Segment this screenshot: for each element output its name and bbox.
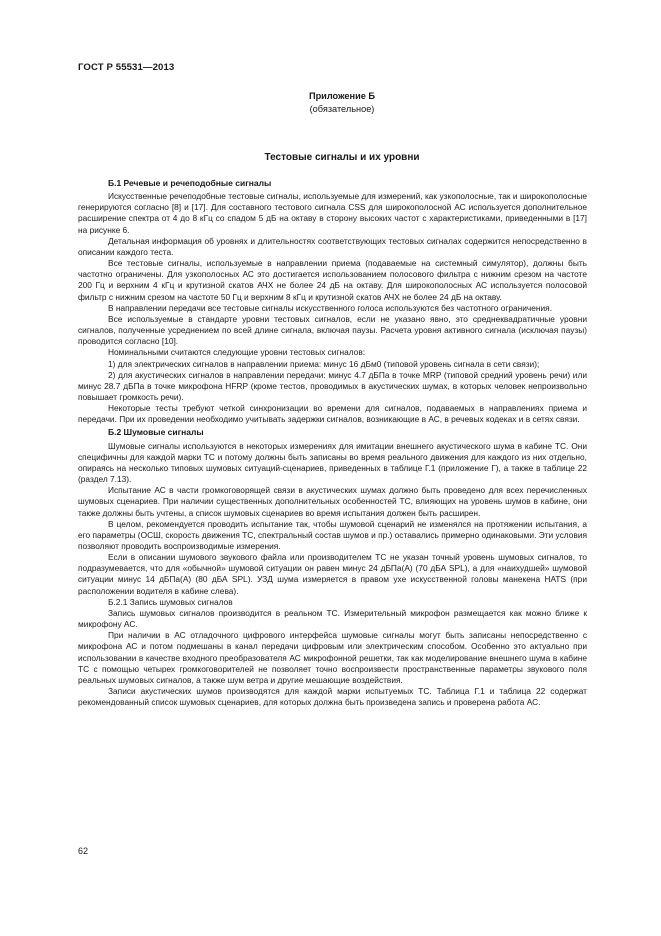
paragraph: Все тестовые сигналы, используемые в направлении приема (подаваемые на системный симулятор), должны быть частотно ограничены. Для узкополосных АС это достигается использованием полосового фильтра с нижним срезом на частоте 200 Гц и верхним 4 кГц и крутизной скатов АЧХ не более 24 дБ на октаву. Для широкополосных АС используется полосовой фильтр с нижним срезом на частоте 50 Гц и верхним 8 кГц и крутизной скатов АЧХ не более 24 дБ на октаву. [78,258,587,302]
paragraph: В направлении передачи все тестовые сигналы искусственного голоса используются без частотного ограничения. [108,302,553,313]
subsection-heading: Б.2.1 Запись шумовых сигналов [108,596,233,607]
paragraph: Детальная информация об уровнях и длительностях соответствующих тестовых сигналах содержится непосредственно в описании каждого теста. [78,235,587,257]
paragraph: Некоторые тесты требуют четкой синхронизации во времени для сигналов, подаваемых в направлениях приема и передачи. При их проведении необходимо учитывать задержки сигналов, возникающие в АС, в речевых кодеках и в сетях связи. [78,403,587,425]
list-item: 2) для акустических сигналов в направлении передачи: минус 4.7 дБПа в точке MRP (типовой средний уровень речи) или минус 28.7 дБПа в точке микрофона HFRP (кроме тестов, проводимых в акустических шумах, в которых человек непроизвольно повышает громкость речи). [78,369,587,402]
document-body [78,176,587,708]
paragraph: Записи акустических шумов производятся для каждой марки испытуемых ТС. Таблица Г.1 и таблица 22 содержат рекомендованный список шумовых сценариев, для которых должна быть произведена запись и проверена работа АС. [78,686,587,708]
document-header: ГОСТ Р 55531—2013 [78,62,175,73]
paragraph: Все используемые в стандарте уровни тестовых сигналов, если не указано явно, это среднеквадратичные уровни сигналов, полученные усреднением по всей длине сигнала, включая паузы. Расчета уровня активного сигнала (исключая паузы) проводится согласно [10]. [78,313,587,347]
paragraph: Номинальными считаются следующие уровни тестовых сигналов: [108,347,366,358]
section-heading: Б.2 Шумовые сигналы [108,427,204,438]
paragraph: Испытание АС в части громкоговорящей связи в акустических шумах должно быть проведено для всех перечисленных шумовых сценариев. При наличии существенных дополнительных особенностей ТС, влияющих на уровень шумов в кабине, они также должны быть учтены, а список шумовых сценариев во время испытания должен быть расширен. [78,485,587,518]
paragraph: При наличии в АС отладочного цифрового интерфейса шумовые сигналы могут быть записаны непосредственно с микрофона АС и потом подмешаны в канал передачи цифровым или электрическим способом. Особенно это актуально при использовании в качестве входного преобразователя АС микрофонной решетки, так как моделирование внешнего шума в кабине ТС с помощью четырех громкоговорителей не позволяет точно воспроизвести пространственные параметры звукового поля реальных шумовых сигналов, а также шум ветра и другие мешающие воздействия. [78,630,587,685]
paragraph: Если в описании шумового звукового файла или производителем ТС не указан точный уровень шумовых сигналов, то подразумевается, что для «обычной» шумовой ситуации он равен минус 24 дБПа(А) (70 дБА SPL), а для «наихудшей» шумовой ситуации минус 14 дБПа(А) (80 дБА SPL). УЗД шума измеряется в правом ухе искусственной головы манекена HATS (при расположении водителя в кабине слева). [78,552,587,596]
page-number: 62 [78,846,89,856]
paragraph: Искусственные речеподобные тестовые сигналы, используемые для измерений, как узкополосные, так и широкополосные генерируются согласно [8] и [17]. Для составного тестового сигнала CSS для широкополосной АС используется дополнительное расширение спектра от 4 до 8 кГц со спадом 5 дБ на октаву в сторону высоких частот с характеристиками, приведенными в [17] на рисунке 6. [78,191,587,235]
paragraph: Шумовые сигналы используются в некоторых измерениях для имитации внешнего акустического шума в кабине ТС. Они специфичны для каждой марки ТС и потому должны быть записаны во время реального движения для каждого из них отдельно, опираясь на несколько типовых шумовых ситуаций-сценариев, приведенных в таблице Г.1 (приложение Г), а также в таблице 22 (раздел 7.13). [78,440,587,485]
appendix-heading [150,90,534,116]
section-heading: Б.1 Речевые и речеподобные сигналы [108,178,272,188]
appendix-status: (обязательное) [309,104,375,114]
paragraph: В целом, рекомендуется проводить испытание так, чтобы шумовой сценарий не изменялся на протяжении испытания, а его параметры (ОСШ, скорость движения ТС, спектральный состав шумов и пр.) оставались примерно одинаковыми. Эти условия позволяют проводить воспроизводимые измерения. [78,518,587,551]
list-item: 1) для электрических сигналов в направлении приема: минус 16 дБм0 (типовой уровень сигнала в сети связи); [108,358,540,369]
appendix-title: Тестовые сигналы и их уровни [264,152,420,163]
appendix-label: Приложение Б [308,91,376,101]
paragraph: Запись шумовых сигналов производится в реальном ТС. Измерительный микрофон размещается как можно ближе к микрофону АС. [78,607,587,630]
